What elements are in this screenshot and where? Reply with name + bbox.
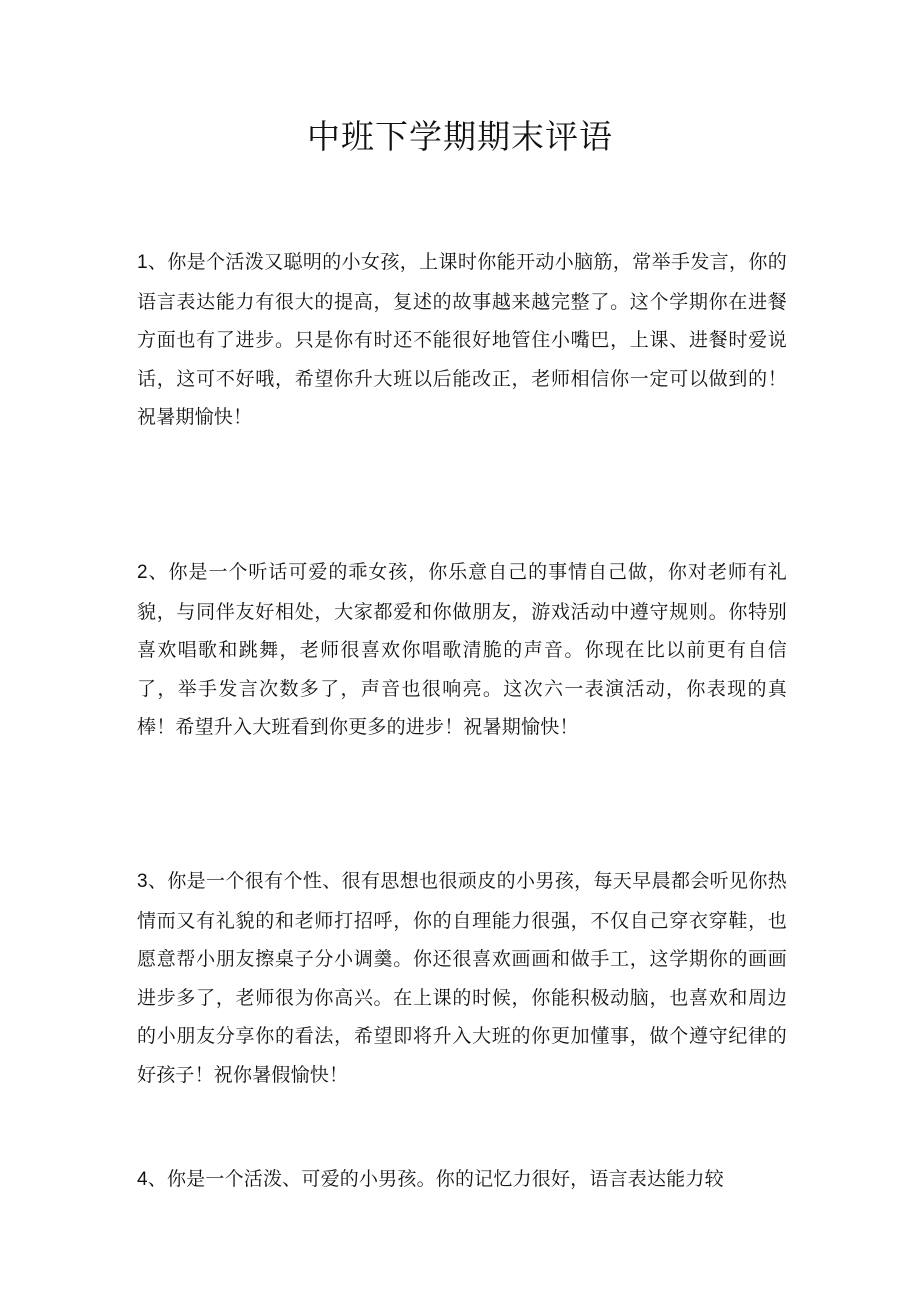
comment-number-4: 4、 (137, 1169, 167, 1190)
comment-number-3: 3、 (137, 871, 168, 892)
comment-number-2: 2、 (137, 562, 169, 583)
comment-text-1: 你是个活泼又聪明的小女孩，上课时你能开动小脑筋，常举手发言，你的语言表达能力有很大的提高，复述的故事越来越完整了。这个学期你在进餐方面也有了进步。只是你有时还不能很好地管住小嘴巴，上课、进餐时爱说话，这可不好哦，希望你升大班以后能改正，老师相信你一定可以做到的！祝暑期愉快！ (137, 251, 787, 428)
document-title: 中班下学期期末评语 (307, 117, 613, 156)
comment-text-2: 你是一个听话可爱的乖女孩，你乐意自己的事情自己做，你对老师有礼貌，与同伴友好相处，大家都爱和你做朋友，游戏活动中遵守规则。你特别喜欢唱歌和跳舞，老师很喜欢你唱歌清脆的声音。你现在比以前更有自信了，举手发言次数多了，声音也很响亮。这次六一表演活动，你表现的真棒！希望升入大班看到你更多的进步！祝暑期愉快！ (137, 561, 788, 738)
comment-text-4: 你是一个活泼、可爱的小男孩。你的记忆力很好，语言表达能力较 (166, 1168, 724, 1190)
comment-text-3: 你是一个很有个性、很有思想也很顽皮的小男孩，每天早晨都会听见你热情而又有礼貌的和老师打招呼，你的自理能力很强，不仅自己穿衣穿鞋，也愿意帮小朋友擦桌子分小调羹。你还很喜欢画画和做手工，这学期你的画画进步多了，老师很为你高兴。在上课的时候，你能积极动脑，也喜欢和周边的小朋友分享你的看法，希望即将升入大班的你更加懂事，做个遵守纪律的好孩子！祝你暑假愉快！ (137, 870, 787, 1086)
comment-paragraph-2 (137, 553, 787, 747)
comment-paragraph-3 (137, 862, 787, 1094)
comment-paragraph-4 (137, 1160, 787, 1200)
comment-paragraph-1 (137, 243, 787, 437)
comment-number-1: 1、 (137, 252, 168, 273)
